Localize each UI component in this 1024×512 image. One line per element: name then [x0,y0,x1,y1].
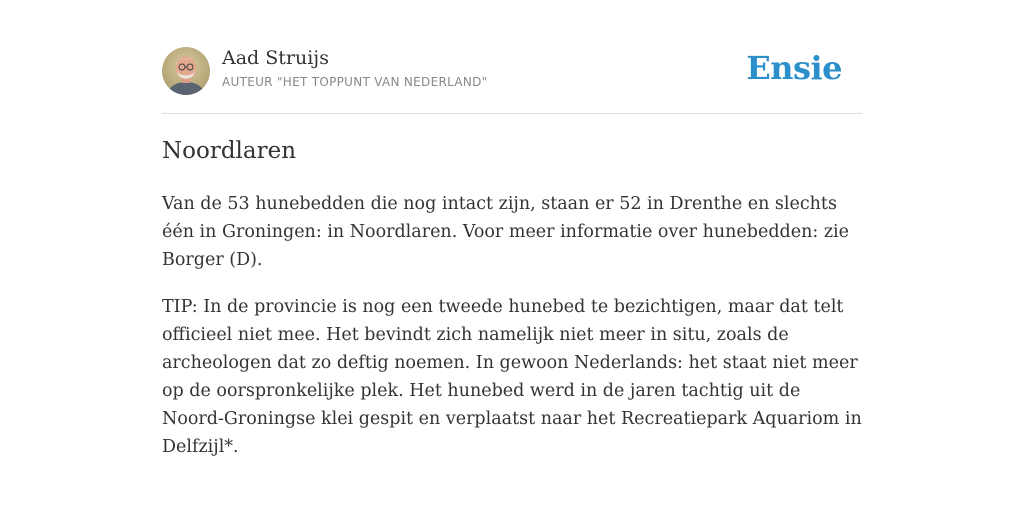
author-role: AUTEUR "HET TOPPUNT VAN NEDERLAND" [222,75,488,89]
ensie-logo[interactable]: Ensie [746,49,842,87]
header-divider [162,113,862,114]
article-paragraph: TIP: In de provincie is nog een tweede hunebed te bezichtigen, maar dat telt officieel niet mee. Het bevindt zich namelijk niet meer in situ, zoals de archeologen dat zo deftig noemen. In gewoon Nederlands: het staat niet meer op de oorspronkelijke plek. Het hunebed werd in de jaren tachtig uit de Noord-Groningse klei gespit en verplaatst naar het Recreatiepark Aquariom in Delfzijl*. [162,297,862,457]
author-header [162,45,862,97]
quote-card [162,0,862,512]
author-avatar[interactable] [162,47,210,95]
article-paragraph: Van de 53 hunebedden die nog intact zijn, staan er 52 in Drenthe en slechts één in Groningen: in Noordlaren. Voor meer informatie over hunebedden: zie Borger (D). [162,194,850,270]
author-name[interactable]: Aad Struijs [222,47,329,69]
article-title: Noordlaren [162,138,297,164]
